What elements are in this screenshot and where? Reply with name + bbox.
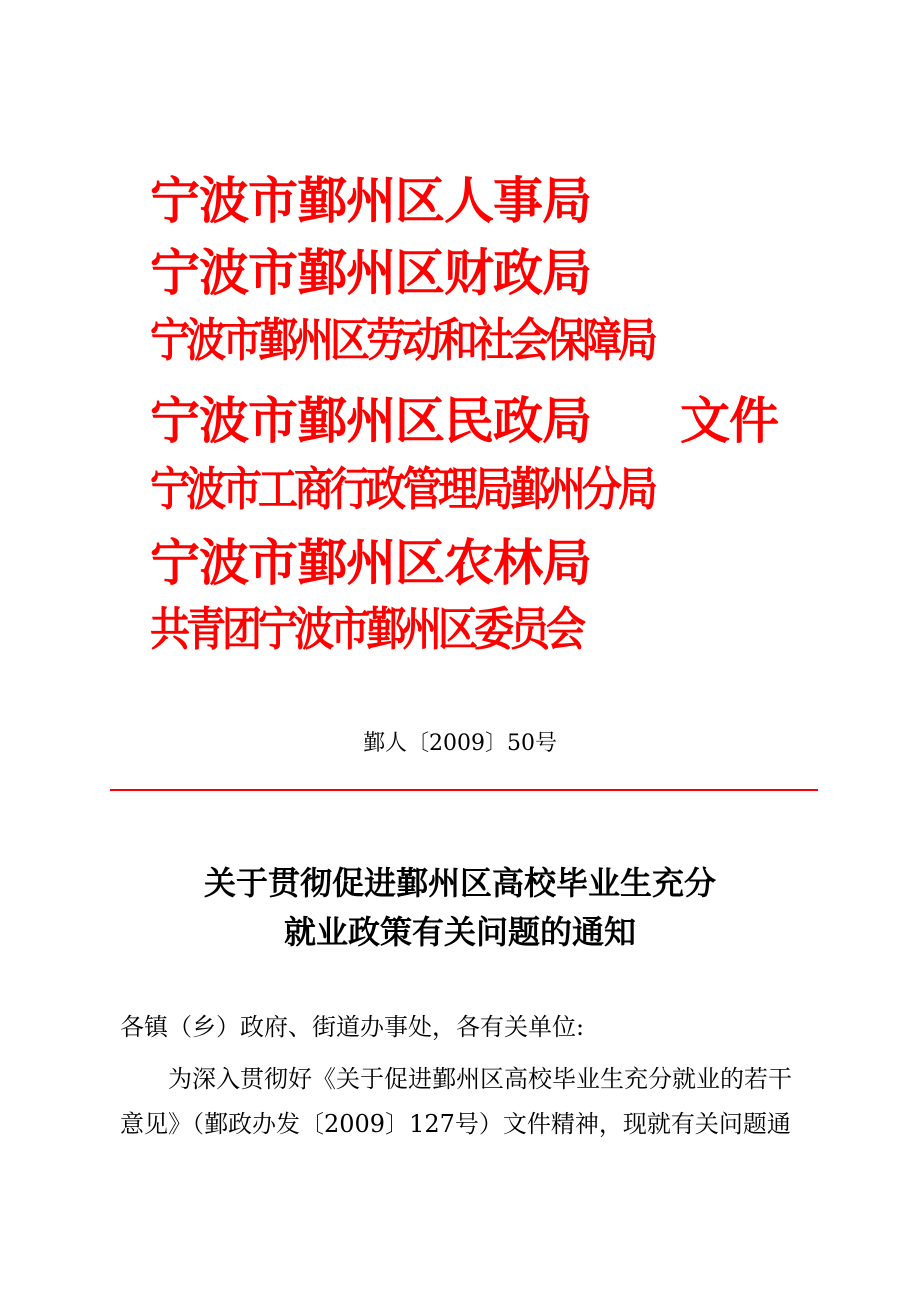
issuer-line-1: 宁波市鄞州区人事局 — [150, 172, 591, 230]
issuer-line-6: 宁波市鄞州区农林局 — [150, 534, 591, 592]
issuer-line-4: 宁波市鄞州区民政局 — [150, 392, 591, 450]
red-separator-rule — [110, 789, 818, 791]
issuer-line-2: 宁波市鄞州区财政局 — [150, 244, 591, 302]
file-label: 文件 — [680, 392, 778, 450]
paragraph-line-1: 为深入贯彻好《关于促进鄞州区高校毕业生充分就业的若干 — [168, 1065, 792, 1093]
paragraph-line-2: 意见》（鄞政办发〔2009〕127号）文件精神，现就有关问题通 — [120, 1110, 791, 1138]
issuer-line-3: 宁波市鄞州区劳动和社会保障局 — [150, 314, 654, 368]
issuer-line-5: 宁波市工商行政管理局鄞州分局 — [150, 463, 654, 517]
salutation: 各镇（乡）政府、街道办事处，各有关单位: — [120, 1013, 585, 1041]
issuer-line-7: 共青团宁波市鄞州区委员会 — [150, 603, 582, 657]
document-number: 鄞人〔2009〕50号 — [363, 731, 557, 756]
document-title-line-1: 关于贯彻促进鄞州区高校毕业生充分 — [203, 864, 716, 902]
document-title-line-2: 就业政策有关问题的通知 — [283, 913, 636, 951]
